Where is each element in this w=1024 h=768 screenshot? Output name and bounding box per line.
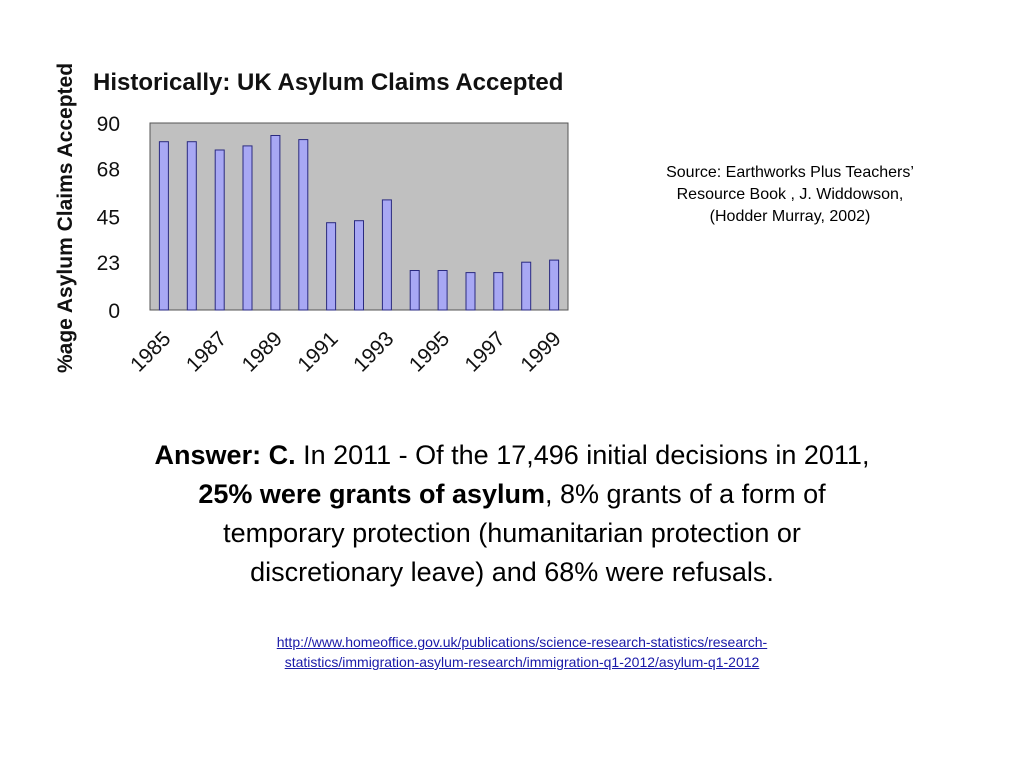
x-tick-label: 1987 [181,327,232,377]
bar-1994 [410,271,419,311]
x-tick-label: 1995 [404,327,455,377]
answer-text [150,436,874,592]
bar-1986 [187,142,196,310]
answer-bold: 25% were grants of asylum [198,479,545,509]
y-axis-label: %age Asylum Claims Accepted [54,62,77,374]
y-axis-ticks [97,113,120,323]
x-tick-label: 1997 [460,327,510,377]
bar-1985 [159,142,168,310]
bar-1997 [494,273,503,310]
chart-title: Historically: UK Asylum Claims Accepted [93,69,564,96]
bar-1998 [522,262,531,310]
source-note [610,162,970,228]
x-tick-label: 1991 [293,327,343,377]
bar-1991 [327,223,336,310]
x-tick-label: 1989 [237,327,287,377]
y-tick-label: 45 [96,206,120,230]
x-tick-label: 1985 [126,327,176,377]
source-link-line-1[interactable]: http://www.homeoffice.gov.uk/publications/science-research-statistics/research- [276,634,768,650]
bar-1992 [355,221,364,310]
x-tick-label: 1993 [349,327,399,377]
x-tick-label: 1999 [516,327,566,377]
bar-1987 [215,150,224,310]
y-tick-label: 90 [96,113,120,136]
source-line-2: Resource Book , J. Widdowson, [676,186,904,203]
answer-label: Answer: C. [154,440,296,470]
source-line-1: Source: Earthworks Plus Teachers’ [666,164,914,181]
answer-text-2: , 8% grants of a form of temporary protection (humanitarian protection or discretionary leave) and 68% were refusals. [223,479,826,587]
answer-text-1: In 2011 - Of the 17,496 initial decisions in 2011, [295,440,870,470]
source-link-line-2[interactable]: statistics/immigration-asylum-research/immigration-q1-2012/asylum-q1-2012 [284,654,760,670]
bar-1999 [550,260,559,310]
bar-1988 [243,146,252,310]
y-tick-label: 23 [96,252,120,276]
y-tick-label: 68 [96,158,120,182]
bar-1990 [299,140,308,310]
bar-1989 [271,136,280,311]
bar-chart [0,0,640,420]
bar-1993 [382,200,391,310]
bar-1996 [466,273,475,310]
source-link[interactable] [170,632,874,672]
source-line-3: (Hodder Murray, 2002) [709,208,871,225]
x-axis-ticks [126,327,565,376]
y-tick-label: 0 [108,300,120,323]
bar-1995 [438,271,447,311]
